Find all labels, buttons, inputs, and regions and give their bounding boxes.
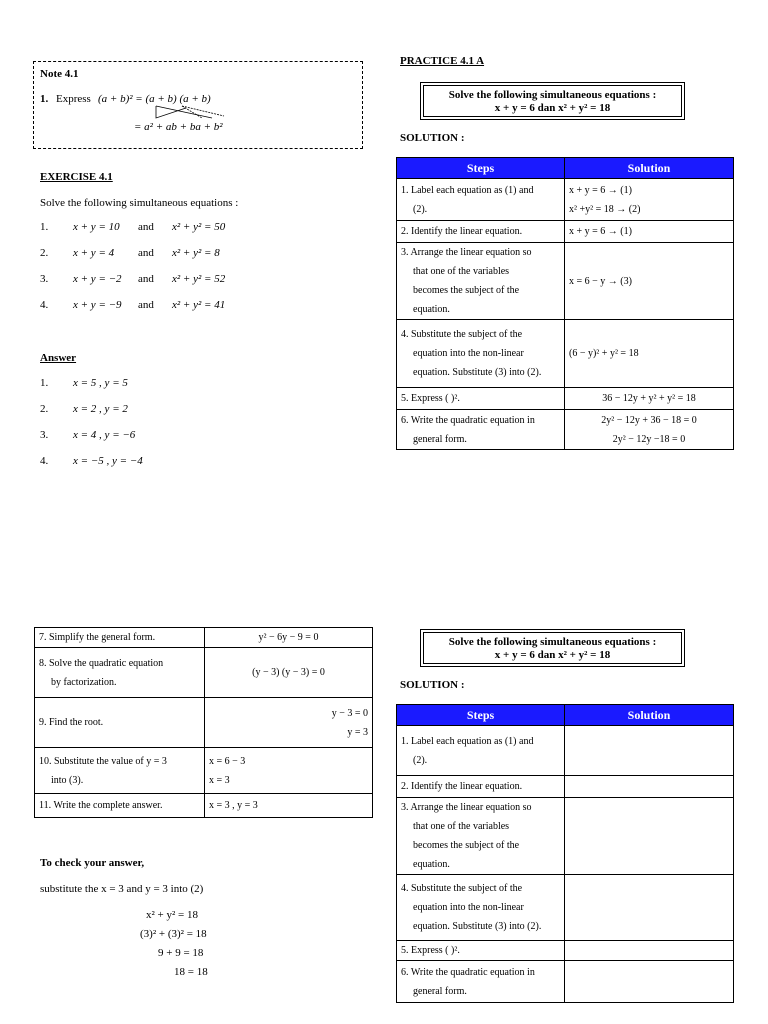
answer-value: x = 2 , y = 2 [73,403,128,415]
solution2-header: Solution [565,705,734,726]
table-row [35,698,373,748]
step-cell [397,179,565,221]
step-text: equation. Substitute (3) into (2). [413,367,542,378]
solution-text: y = 3 [347,726,368,738]
table-row [397,179,734,221]
solution-cell [565,941,734,961]
step-text: 4. Substitute the subject of the [401,883,523,894]
check-line: 18 = 18 [174,966,208,978]
check-line: x² + y² = 18 [146,909,199,921]
check-title: To check your answer, [40,857,145,869]
table-row [397,221,734,243]
check-line: 9 + 9 = 18 [158,947,204,959]
practice-solution-table [396,157,734,450]
table-row [397,320,734,388]
step-cell [397,388,565,410]
question2-instruction: Solve the following simultaneous equations : [448,636,657,648]
step-text: 11. Write the complete answer. [39,800,163,811]
exercise-number: 2. [40,247,49,259]
step-text: 2. Identify the linear equation. [401,781,523,792]
step-text: equation into the non-linear [413,902,524,913]
step-text: 9. Find the root. [39,717,104,728]
solution-text: 2y² − 12y + 36 − 18 = 0 [601,414,697,426]
table-row [397,388,734,410]
check-line: (3)² + (3)² = 18 [140,928,207,940]
exercise-linear-equation: x + y = 4 [73,247,115,259]
step-text: into (3). [51,774,84,786]
solution-text: y − 3 = 0 [331,707,368,719]
exercise-nonlinear-equation: x² + y² = 52 [172,273,226,285]
step-cell [397,410,565,450]
table-row [397,243,734,320]
solution-cell [565,221,734,243]
solution-cell [565,875,734,941]
step-cell [397,961,565,1003]
step-cell [397,798,565,875]
solution-cell [565,243,734,320]
answer-title: Answer [40,352,77,364]
exercise-nonlinear-equation: x² + y² = 50 [172,221,226,233]
step-text: 2. Identify the linear equation. [401,226,523,237]
solution-text: (y − 3) (y − 3) = 0 [252,667,325,678]
exercise-number: 1. [40,221,49,233]
exercise-and: and [138,273,154,285]
step-text: (2). [413,754,428,766]
exercise-linear-equation: x + y = 10 [73,221,120,233]
exercise-nonlinear-equation: x² + y² = 41 [172,299,226,311]
table-row [35,748,373,794]
check-intro: substitute the x = 3 and y = 3 into (2) [40,883,204,895]
question2-equations: x + y = 6 dan x² + y² = 18 [494,649,611,661]
step-text: general form. [413,985,467,997]
answer-value: x = 4 , y = −6 [73,429,136,441]
step-text: 10. Substitute the value of y = 3 [39,755,167,767]
table-row [35,648,373,698]
answer-value: x = −5 , y = −4 [73,455,143,467]
solution-cell [565,961,734,1003]
table-row [35,794,373,818]
step-text: (2). [413,203,428,215]
solution-text: 2y² − 12y −18 = 0 [612,433,686,445]
practice2-solution-table [396,704,734,1003]
answer-value: x = 5 , y = 5 [73,377,128,389]
step-cell [35,698,205,748]
step-cell [35,628,205,648]
solution-text: x = 6 − 3 [209,755,246,767]
step-text: 1. Label each equation as (1) and [401,184,534,196]
practice-question-box [420,82,685,120]
step-text: 4. Substitute the subject of the [401,329,523,340]
note-title: Note 4.1 [40,68,79,80]
question-instruction: Solve the following simultaneous equations : [448,89,657,101]
step-cell [35,648,205,698]
solution-text: x = 6 − y → (3) [569,275,632,287]
exercise-linear-equation: x + y = −9 [73,299,122,311]
solution-text: y² − 6y − 9 = 0 [258,632,319,643]
exercise-title: EXERCISE 4.1 [40,171,113,183]
solution2-label: SOLUTION : [400,679,465,691]
exercise-and: and [138,247,154,259]
solution-text: x + y = 6 → (1) [569,184,632,196]
step-text: 3. Arrange the linear equation so [401,247,532,258]
step-text: 6. Write the quadratic equation in [401,414,535,426]
solution-text: x = 3 , y = 3 [209,800,258,811]
solution-text: x + y = 6 → (1) [569,226,632,237]
table-row [397,941,734,961]
table-row [397,798,734,875]
table-row [397,961,734,1003]
solution-cell [205,794,373,818]
step-text: 3. Arrange the linear equation so [401,802,532,813]
answer-number: 4. [40,455,49,467]
step-text: 5. Express ( )². [401,945,460,956]
solution-cell [565,410,734,450]
note-expansion-line2: = a² + ab + ba + b² [134,121,223,133]
solution-header: Solution [565,158,734,179]
steps-header: Steps [397,158,565,179]
solution-text: x² +y² = 18 → (2) [569,203,641,215]
step-text: by factorization. [51,676,117,688]
step-cell [397,776,565,798]
table-row [35,628,373,648]
table-row [397,726,734,776]
practice2-question-box [420,629,685,667]
exercise-and: and [138,299,154,311]
exercise-number: 3. [40,273,49,285]
solution-text: (6 − y)² + y² = 18 [569,348,639,359]
step-text: 6. Write the quadratic equation in [401,966,535,978]
solution-cell [565,388,734,410]
note-item-label: Express [56,93,91,105]
step-text: 8. Solve the quadratic equation [39,657,164,669]
step-text: equation into the non-linear [413,348,524,359]
exercise-and: and [138,221,154,233]
answer-number: 1. [40,377,49,389]
exercise-linear-equation: x + y = −2 [73,273,122,285]
step-text: 5. Express ( )². [401,393,460,404]
solution-cell [565,179,734,221]
step-text: that one of the variables [413,266,510,277]
solution-label: SOLUTION : [400,132,465,144]
practice-title: PRACTICE 4.1 A [400,55,485,67]
solution-cell [565,726,734,776]
step-cell [397,320,565,388]
step-cell [397,243,565,320]
question-equations: x + y = 6 dan x² + y² = 18 [494,102,611,114]
steps2-header: Steps [397,705,565,726]
step-cell [397,941,565,961]
step-cell [35,794,205,818]
step-cell [397,221,565,243]
solution-cell [205,648,373,698]
step-text: that one of the variables [413,821,510,832]
step-text: becomes the subject of the [413,285,520,296]
step-text: becomes the subject of the [413,840,520,851]
solution-cell [205,698,373,748]
solution-cell [565,776,734,798]
step-text: equation. Substitute (3) into (2). [413,921,542,932]
answer-number: 3. [40,429,49,441]
solution-text: x = 3 [209,774,230,786]
step-cell [397,726,565,776]
solution-text: 36 − 12y + y² + y² = 18 [602,393,696,404]
step-cell [35,748,205,794]
step-cell [397,875,565,941]
note-item-number: 1. [40,93,49,105]
note-expansion-line1: (a + b)² = (a + b) (a + b) [98,93,211,105]
answer-number: 2. [40,403,49,415]
table-row [397,875,734,941]
solution-cell [205,628,373,648]
exercise-instruction: Solve the following simultaneous equations : [40,197,239,209]
solution-cell [205,748,373,794]
table-row [397,776,734,798]
step-text: 1. Label each equation as (1) and [401,735,534,747]
continued-solution-table [34,627,373,818]
step-text: 7. Simplify the general form. [39,632,156,643]
note-box [33,61,363,149]
step-text: equation. [413,304,450,315]
solution-cell [565,798,734,875]
step-text: equation. [413,859,450,870]
exercise-nonlinear-equation: x² + y² = 8 [172,247,220,259]
solution-cell [565,320,734,388]
table-row [397,410,734,450]
step-text: general form. [413,433,467,445]
exercise-number: 4. [40,299,49,311]
